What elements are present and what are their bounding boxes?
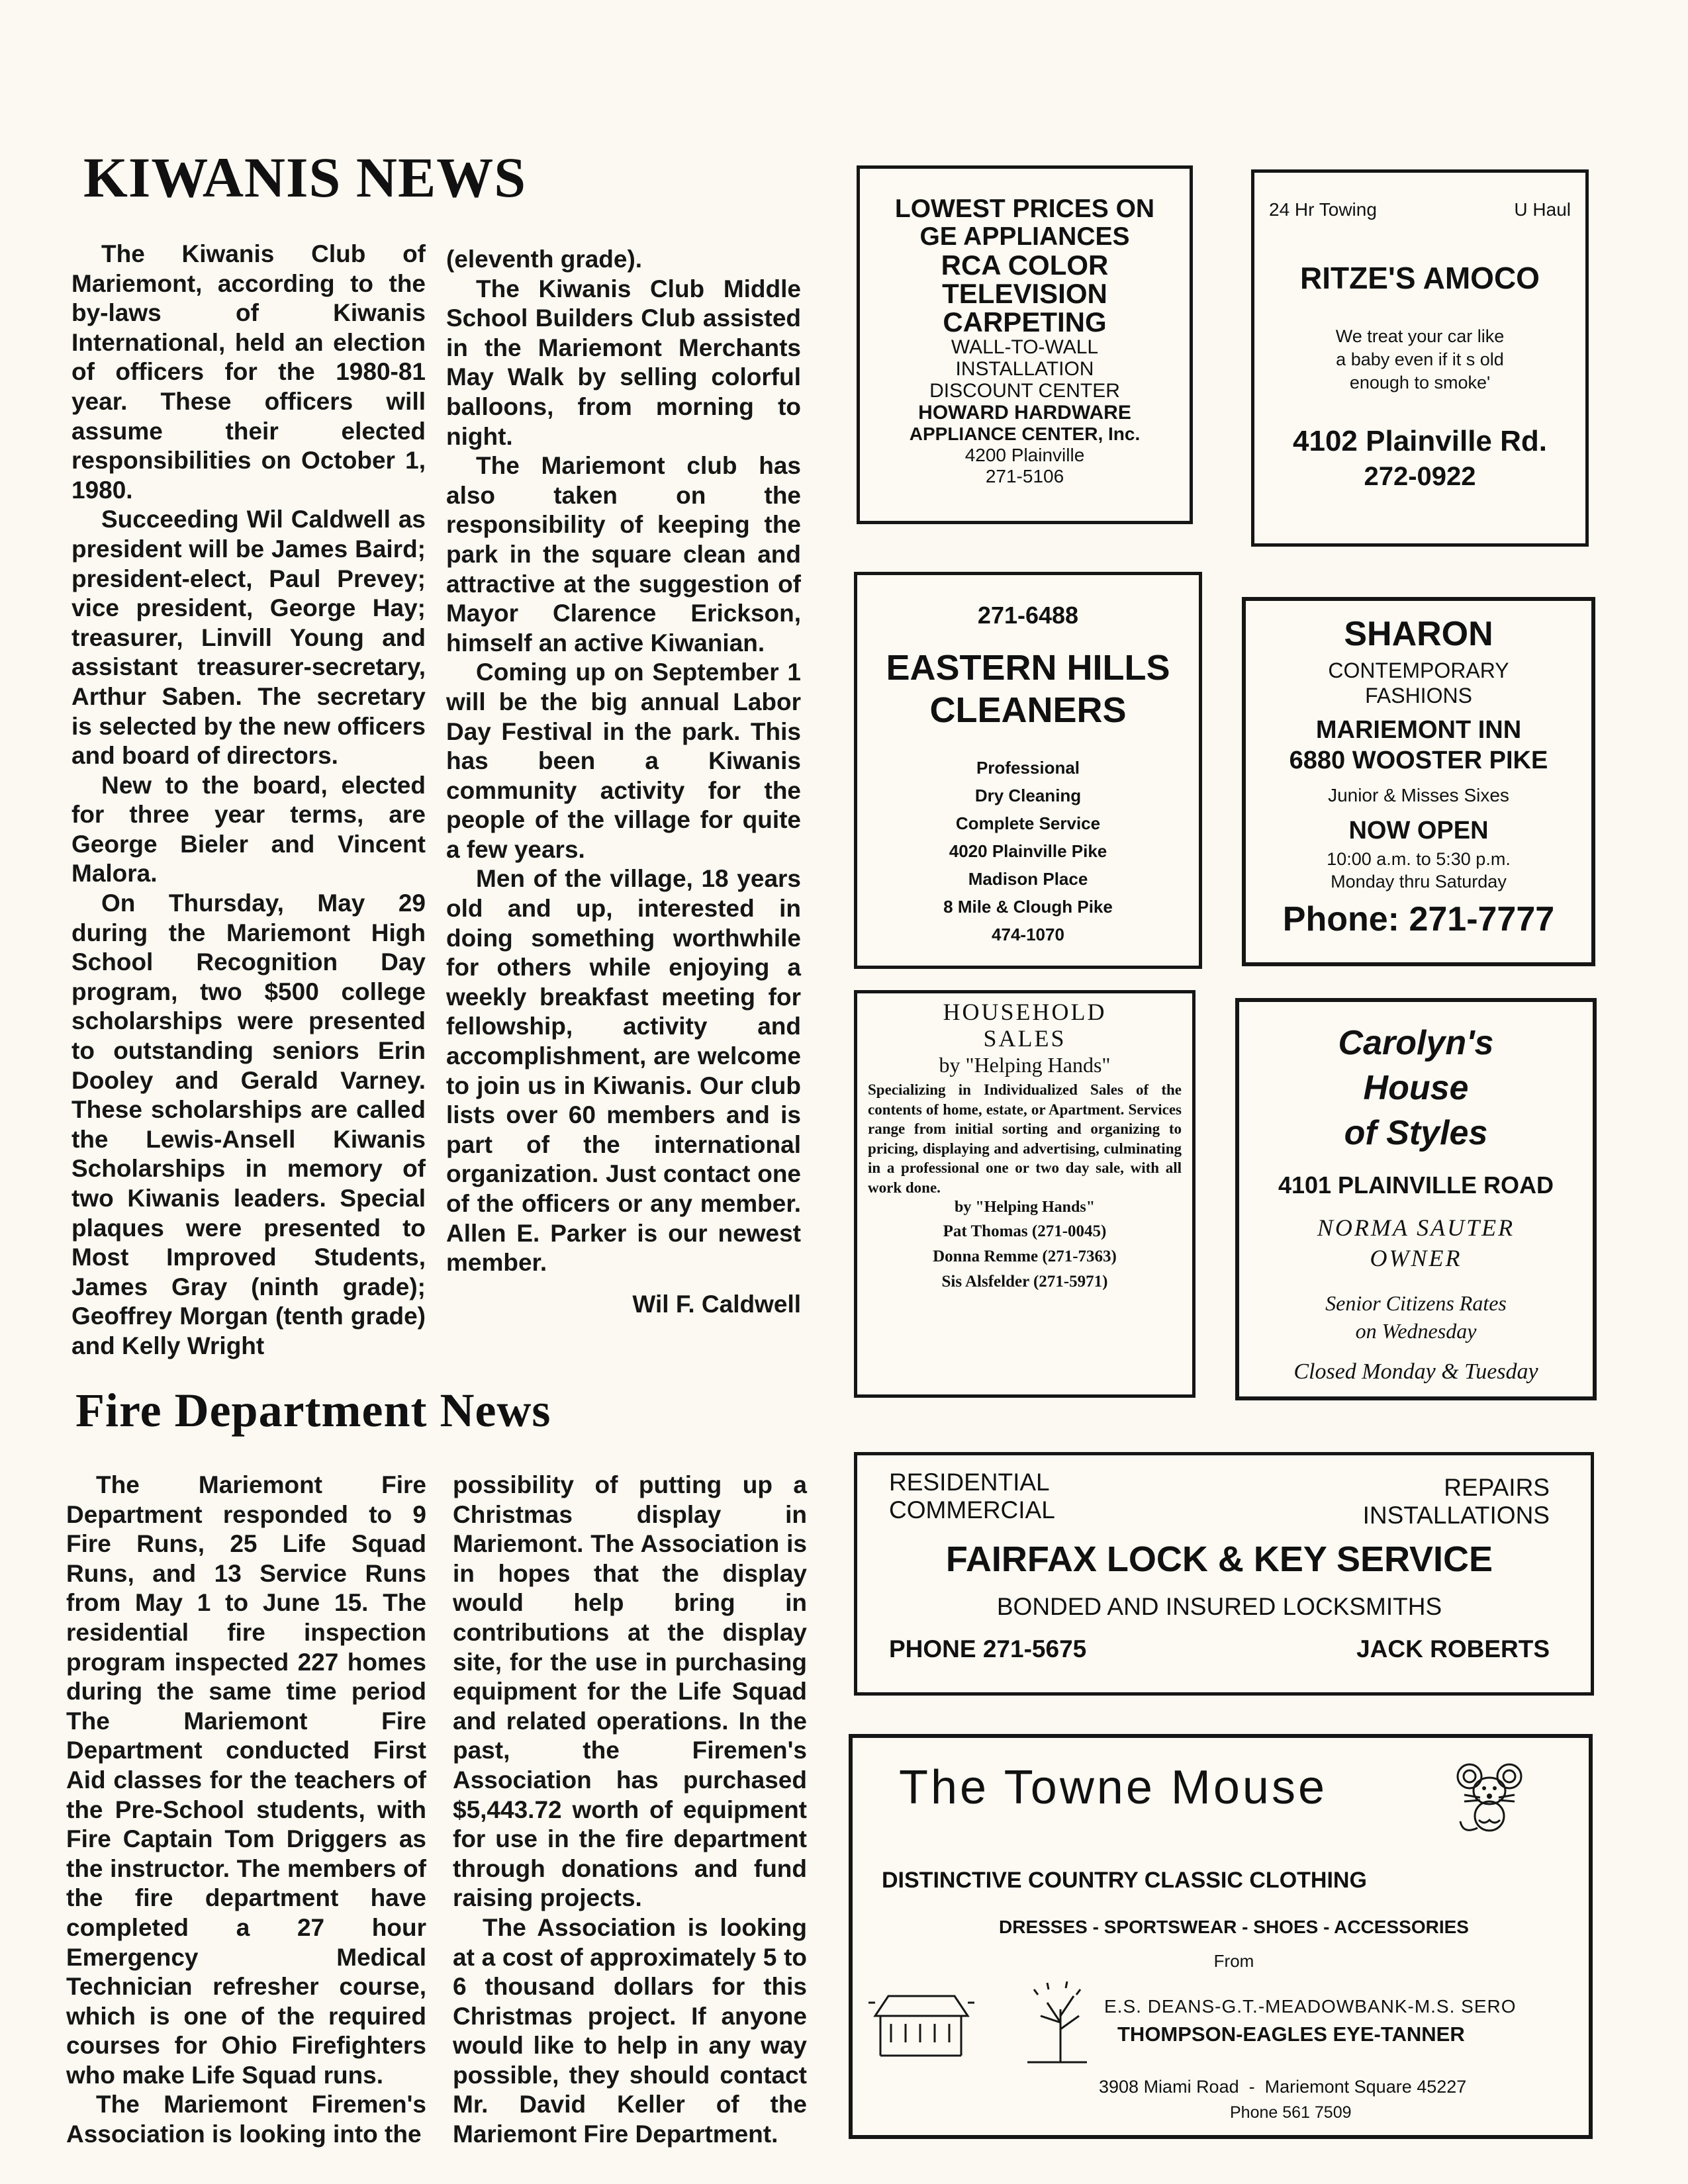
towne-mouse-logo: The Towne Mouse <box>899 1761 1328 1814</box>
ad-line: NORMA SAUTER <box>1317 1214 1515 1241</box>
ad-line: Monday thru Saturday <box>1331 872 1507 891</box>
kiwanis-paragraph: Succeeding Wil Caldwell as president will be James Baird; president-elect, Paul Prevey; vice president, George Hay; treasurer, Linvill Young and assistant treasurer-secretary, Arthur Saben. The secretary is selected by the new officers and board of directors. <box>71 506 426 770</box>
carolyn-name: Carolyn's <box>1338 1024 1494 1062</box>
towne-phone: Phone 561 7509 <box>1230 2103 1352 2122</box>
household-body: Specializing in Individualized Sales of the contents of home, estate, or Apartment. Services range from initial sorting and organizing to pricing, displaying and advertising, culminating in a professional one or two day sale, with all work done. <box>868 1081 1182 1196</box>
ad-line: Junior & Misses Sixes <box>1328 785 1509 805</box>
ad-household-sales <box>854 990 1196 1398</box>
ad-line: CONTEMPORARY <box>1328 659 1509 682</box>
fire-column-2 <box>453 1471 807 2150</box>
ad-line: 474-1070 <box>992 925 1064 944</box>
ad-line: We treat your car like <box>1335 326 1505 346</box>
ad-line: by "Helping Hands" <box>939 1053 1111 1077</box>
sharon-name: SHARON <box>1344 615 1493 653</box>
sharon-open: NOW OPEN <box>1348 817 1489 844</box>
ad-line: a baby even if it s old <box>1336 349 1504 369</box>
ad-line: CARPETING <box>943 306 1107 338</box>
towne-items: DRESSES - SPORTSWEAR - SHOES - ACCESSORIES <box>999 1917 1469 1937</box>
kiwanis-column-2 <box>446 245 801 1319</box>
ad-line: 8 Mile & Clough Pike <box>943 897 1113 917</box>
kiwanis-column-1 <box>71 240 426 1361</box>
ad-line: HOWARD HARDWARE <box>918 402 1131 424</box>
ad-line: 10:00 a.m. to 5:30 p.m. <box>1327 849 1511 869</box>
fairfax-phone: PHONE 271-5675 <box>889 1635 1087 1662</box>
ad-line: INSTALLATIONS <box>1362 1502 1550 1529</box>
fairfax-owner: JACK ROBERTS <box>1356 1635 1550 1662</box>
kiwanis-paragraph: The Mariemont club has also taken on the responsibility of keeping the park in the square clean and attractive at the suggestion of Mayor Clarence Erickson, himself an active Kiwanian. <box>446 452 801 657</box>
ad-fairfax-lock-key <box>854 1452 1594 1696</box>
ad-line: MARIEMONT INN <box>1315 716 1522 744</box>
carolyn-address: 4101 PLAINVILLE ROAD <box>1278 1171 1554 1199</box>
contact-line: Sis Alsfelder (271-5971) <box>941 1273 1108 1291</box>
towne-brands-2: THOMPSON-EAGLES EYE-TANNER <box>1117 2023 1465 2046</box>
storefront-icon <box>868 1976 1107 2069</box>
towne-from: From <box>1213 1951 1254 1971</box>
towing-label: 24 Hr Towing <box>1269 199 1377 220</box>
kiwanis-headline: KIWANIS NEWS <box>83 146 527 209</box>
ad-howard-hardware <box>857 165 1193 524</box>
eastern-name: EASTERN HILLS <box>886 648 1170 688</box>
ad-line: 4020 Plainville Pike <box>949 841 1107 861</box>
carolyn-name: House <box>1363 1069 1469 1107</box>
ad-ritzes-amoco <box>1251 169 1589 547</box>
ad-line: FASHIONS <box>1365 684 1472 707</box>
ad-line: RCA COLOR <box>941 250 1109 281</box>
kiwanis-paragraph: The Kiwanis Club of Mariemont, according to the by-laws of Kiwanis International, held an election of officers for the 1980-81 year. These officers will assume their elected responsibilities on October 1, 1980. <box>71 240 426 504</box>
ad-line: INSTALLATION <box>955 358 1094 380</box>
ad-line: TELEVISION <box>942 278 1107 309</box>
fire-paragraph: The Mariemont Fire Department responded to 9 Fire Runs, 25 Life Squad Runs, and 13 Service Runs from May 1 to June 15. The residential fire inspection program inspected 227 homes during the same time period The Mariemont Fire Department conducted First Aid classes for the teachers of the Pre-School students, with Fire Captain Tom Driggers as the instructor. The members of the fire department have completed a 27 hour Emergency Medical Technician refresher course, which is one of the required courses for Ohio Firefighters who make Life Squad runs. <box>66 1471 426 2089</box>
kiwanis-paragraph: Men of the village, 18 years old and up, interested in doing something worthwhile for others while enjoying a weekly breakfast meeting for fellowship, activity and accomplishment, are welcome to join us in Kiwanis. Our club lists over 60 members and is part of the international organization. Just contact one of the officers or any member. Allen E. Parker is our newest member. <box>446 865 801 1277</box>
kiwanis-paragraph: On Thursday, May 29 during the Mariemont High School Recognition Day program, two $500 college scholarships were presented to outstanding seniors Erin Dooley and Gerald Varney. These scholarships are called the Lewis-Ansell Kiwanis Scholarships in memory of two Kiwanis leaders. Special plaques were presented to Most Improved Students, James Gray (ninth grade); Geoffrey Morgan (tenth grade) and Kelly Wright <box>71 889 426 1359</box>
ad-line: REPAIRS <box>1444 1474 1550 1501</box>
mouse-icon <box>1450 1756 1529 1836</box>
fire-paragraph: The Mariemont Firemen's Association is looking into the <box>66 2091 426 2148</box>
ad-line: Professional <box>976 758 1080 778</box>
fire-column-1 <box>66 1471 426 2150</box>
ad-line: DISCOUNT CENTER <box>929 380 1120 402</box>
ad-line: LOWEST PRICES ON <box>894 195 1155 223</box>
ritze-name: RITZE'S AMOCO <box>1300 261 1540 295</box>
eastern-phone: 271-6488 <box>977 602 1079 629</box>
kiwanis-byline: Wil F. Caldwell <box>632 1290 801 1318</box>
ritze-phone: 272-0922 <box>1364 462 1476 491</box>
kiwanis-paragraph: New to the board, elected for three year terms, are George Bieler and Vincent Malora. <box>71 771 426 887</box>
uhaul-label: U Haul <box>1514 199 1571 220</box>
ad-line: APPLIANCE CENTER, Inc. <box>909 424 1141 444</box>
ad-line: BONDED AND INSURED LOCKSMITHS <box>996 1593 1442 1620</box>
carolyn-name: of Styles <box>1344 1114 1488 1152</box>
ad-line: OWNER <box>1370 1245 1462 1271</box>
ad-line: RESIDENTIAL <box>889 1469 1050 1496</box>
ad-line: SALES <box>983 1025 1066 1052</box>
ad-line: 6880 WOOSTER PIKE <box>1289 747 1548 774</box>
ad-line: Madison Place <box>968 869 1088 889</box>
ad-carolyns-house-of-styles <box>1235 998 1597 1400</box>
fairfax-name: FAIRFAX LOCK & KEY SERVICE <box>945 1539 1493 1579</box>
ad-line: 4200 Plainville <box>964 445 1085 465</box>
ad-line: on Wednesday <box>1355 1319 1477 1343</box>
fire-paragraph: possibility of putting up a Christmas display in Mariemont. The Association is in hopes that the display would help bring in contributions at the display site, for the use in purchasing equipment for the Life Squad and related operations. In the past, the Firemen's Association has purchased $5,443.72 worth of equipment for use in the fire department through donations and fund raising projects. <box>453 1471 807 1912</box>
ad-line: HOUSEHOLD <box>943 999 1107 1025</box>
ad-line: Closed Monday & Tuesday <box>1293 1359 1538 1384</box>
ad-line: GE APPLIANCES <box>919 222 1130 251</box>
ad-line: enough to smoke' <box>1349 373 1491 392</box>
towne-tagline: DISTINCTIVE COUNTRY CLASSIC CLOTHING <box>882 1868 1367 1893</box>
ritze-address: 4102 Plainville Rd. <box>1293 425 1547 457</box>
kiwanis-paragraph: (eleventh grade). <box>446 246 643 273</box>
ad-line: WALL-TO-WALL <box>951 336 1099 358</box>
kiwanis-paragraph: The Kiwanis Club Middle School Builders Club assisted in the Mariemont Merchants May Walk by selling colorful balloons, from morning to night. <box>446 275 801 450</box>
towne-brands-1: E.S. DEANS-G.T.-MEADOWBANK-M.S. SERO <box>1104 1996 1517 2017</box>
ad-line: Senior Citizens Rates <box>1325 1291 1507 1315</box>
fire-headline: Fire Department News <box>75 1384 551 1437</box>
ad-line: 271-5106 <box>985 466 1064 486</box>
ad-line: Dry Cleaning <box>974 786 1082 805</box>
eastern-name: CLEANERS <box>929 690 1127 730</box>
ad-line: by "Helping Hands" <box>954 1199 1096 1216</box>
kiwanis-paragraph: Coming up on September 1 will be the big annual Labor Day Festival in the park. This has been a Kiwanis community activity for the people of the village for quite a few years. <box>446 659 801 863</box>
contact-line: Donna Remme (271-7363) <box>933 1248 1117 1265</box>
ad-sharon <box>1242 597 1595 966</box>
fire-paragraph: The Association is looking at a cost of approximately 5 to 6 thousand dollars for this Christmas project. If anyone would like to help in any way possible, they should contact Mr. David Keller of the Mariemont Fire Department. <box>453 1913 807 2148</box>
contact-line: Pat Thomas (271-0045) <box>943 1222 1107 1240</box>
towne-address: 3908 Miami Road - Mariemont Square 45227 <box>1099 2077 1467 2097</box>
ad-line: COMMERCIAL <box>889 1496 1055 1524</box>
sharon-phone: Phone: 271-7777 <box>1282 900 1555 938</box>
ad-line: Complete Service <box>955 813 1101 833</box>
ad-towne-mouse <box>849 1734 1593 2139</box>
ad-eastern-hills-cleaners <box>854 572 1202 969</box>
